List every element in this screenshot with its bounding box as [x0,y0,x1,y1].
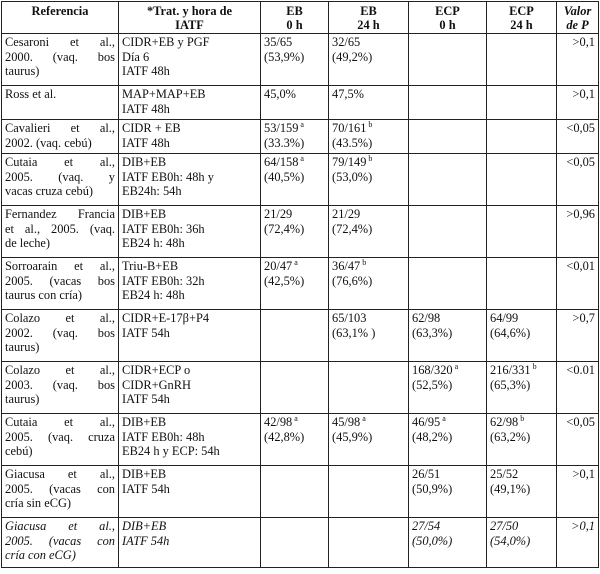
significance-superscript: b [360,258,367,267]
cell-ecp-0h [409,518,487,568]
cell-valor-p [557,34,599,86]
cell-eb-24h [329,466,409,518]
cell-valor-p [557,518,599,568]
cell-ecp-24h [487,362,557,414]
table-body [2,34,599,568]
significance-superscript: a [360,414,366,423]
cell-eb-0h-line: 45,0% [264,87,297,101]
cell-referencia-line: taurus) [5,64,40,79]
cell-referencia-line: Colazo et al., [5,363,115,377]
cell-referencia-line: 2005. (vacas con [5,533,115,548]
cell-referencia-line: 2005. (vacas con [5,481,115,496]
cell-ecp-24h [487,258,557,310]
cell-referencia-line: Cavalieri et al., [5,121,115,135]
cell-ecp-0h-line: 27/54 [412,519,441,533]
cell-referencia-line: et al., 2005. (vaq. [5,221,115,236]
cell-tratamiento-line: IATF EB0h: 48h y [122,169,214,184]
cell-referencia [2,518,119,568]
cell-eb-24h-line: 36/47 $^b$ [332,258,367,273]
table-row [2,34,599,86]
table-row [2,86,599,120]
cell-referencia-line: Cutaia et al., [5,415,115,429]
table-row [2,258,599,310]
cell-eb-24h-line: (76,6%) [332,273,373,288]
cell-referencia-line: Fernandez Francia [5,207,115,221]
table-row [2,362,599,414]
cell-tratamiento-line: IATF EB0h: 32h [122,273,205,288]
cell-referencia-line: Colazo et al., [5,311,115,325]
header-row [2,2,599,34]
cell-eb-0h [261,34,329,86]
cell-ecp-0h [409,362,487,414]
cell-tratamiento-line: DIB+EB [122,467,167,481]
cell-tratamiento-line: DIB+EB [122,519,167,533]
cell-tratamiento [119,86,261,120]
cell-ecp-24h-line: 64/99 [490,311,519,325]
cell-tratamiento-line: IATF 54h [122,481,170,496]
cell-referencia-line: Sorroarain et al., [5,259,115,273]
cell-valor-p-value: >0,1 [572,467,595,481]
cell-tratamiento [119,518,261,568]
cell-eb-0h [261,206,329,258]
header-eb-0h-line: 0 h [286,18,303,32]
significance-superscript: a [298,154,304,163]
cell-eb-0h-line: 20/47 $^a$ [264,258,298,273]
cell-eb-24h-line: (53,0%) [332,169,373,184]
cell-ecp-24h-line: 27/50 [490,519,519,533]
cell-tratamiento-line: CIDR+E-17β+P4 [122,311,210,325]
table-row [2,310,599,362]
header-eb-0h-line: EB [286,4,303,18]
significance-superscript: b [518,414,525,423]
cell-valor-p [557,86,599,120]
cell-referencia [2,362,119,414]
significance-superscript: b [366,120,373,129]
cell-referencia [2,466,119,518]
cell-referencia-line: 2005. (vaq. y [5,169,115,184]
cell-valor-p-value: <0,05 [566,415,595,429]
cell-eb-24h [329,34,409,86]
cell-tratamiento-line: DIB+EB [122,415,167,429]
cell-referencia-line: taurus con cría) [5,288,83,303]
cell-eb-24h-line: 32/65 [332,35,361,49]
cell-ecp-0h [409,206,487,258]
header-ecp-24h-line: 24 h [510,18,533,32]
cell-eb-24h [329,518,409,568]
cell-tratamiento-line: CIDR+ECP o [122,363,191,377]
cell-ecp-24h [487,518,557,568]
cell-tratamiento-line: Triu-B+EB [122,259,179,273]
cell-tratamiento-line: IATF 54h [122,392,170,407]
cell-referencia-line: 2005. (vacas bos [5,273,115,288]
cell-ecp-0h [409,310,487,362]
cell-eb-24h-line: 79/149 $^b$ [332,154,373,169]
cell-eb-0h [261,258,329,310]
cell-valor-p-value: >0,1 [571,519,595,533]
cell-ecp-24h [487,466,557,518]
table-row [2,154,599,206]
cell-tratamiento-line: IATF 48h [122,135,170,150]
header-ecp-24h-line: ECP [509,4,534,18]
cell-tratamiento-line: DIB+EB [122,207,167,221]
significance-superscript: b [530,362,537,371]
cell-ecp-0h-line: 62/98 [412,311,441,325]
cell-ecp-24h [487,86,557,120]
cell-ecp-24h [487,120,557,154]
header-eb-24h [329,2,409,34]
cell-ecp-0h [409,258,487,310]
cell-eb-0h-line: 53/159 $^a$ [264,120,304,135]
cell-ecp-24h [487,414,557,466]
cell-ecp-24h [487,154,557,206]
cell-valor-p [557,362,599,414]
cell-eb-0h [261,154,329,206]
cell-referencia [2,414,119,466]
cell-referencia-line: Giacusa et al., [5,467,115,481]
cell-referencia-line: Cutaia et al., [5,155,115,169]
cell-eb-0h-line: 42/98 $^a$ [264,414,298,429]
cell-tratamiento-line: EB24 h y ECP: 54h [122,444,220,459]
cell-ecp-24h-line: (63,2%) [490,429,531,444]
results-table [1,1,599,568]
cell-tratamiento-line: MAP+MAP+EB [122,87,206,101]
header-ecp-24h [487,2,557,34]
cell-referencia-line: taurus) [5,340,40,355]
cell-tratamiento-line: EB24 h: 48h [122,236,185,251]
cell-referencia-line: cría sin eCG) [5,496,72,511]
header-valor-p [557,2,599,34]
cell-valor-p-value: <0.01 [566,363,595,377]
cell-eb-24h [329,414,409,466]
cell-eb-24h [329,362,409,414]
cell-valor-p-value: >0,7 [572,311,595,325]
header-tratamiento-line: *Trat. y hora de [146,4,233,18]
cell-eb-24h-line: 47,5% [332,87,365,101]
cell-eb-0h [261,310,329,362]
cell-tratamiento [119,310,261,362]
cell-ecp-0h-line: (50,0%) [412,533,453,548]
cell-ecp-0h [409,86,487,120]
cell-eb-0h-line: 21/29 [264,207,293,221]
cell-eb-24h [329,86,409,120]
cell-eb-0h-line: (33.3%) [264,135,305,150]
cell-eb-24h [329,258,409,310]
cell-tratamiento [119,362,261,414]
header-ecp-0h-line: 0 h [439,18,456,32]
cell-ecp-24h [487,34,557,86]
cell-referencia [2,86,119,120]
cell-referencia-line: 2002. (vaq. cebú) [5,135,92,150]
cell-tratamiento [119,206,261,258]
cell-valor-p [557,206,599,258]
cell-valor-p-value: >0,1 [572,35,595,49]
table-row [2,206,599,258]
cell-ecp-24h [487,206,557,258]
cell-referencia-line: Cesaroni et al., [5,35,115,49]
cell-valor-p [557,120,599,154]
cell-ecp-0h-line: 46/95 $^a$ [412,414,446,429]
cell-tratamiento-line: CIDR+EB y PGF [122,35,210,49]
cell-eb-24h [329,310,409,362]
cell-valor-p [557,414,599,466]
cell-eb-0h [261,466,329,518]
cell-referencia-line: 2002. (vaq. bos [5,325,115,340]
header-tratamiento-line: IATF [175,18,204,32]
cell-referencia-line: 2000. (vaq. bos [5,49,115,64]
cell-tratamiento-line: EB24 h: 48h [122,288,185,303]
cell-ecp-24h-line: (54,0%) [490,533,531,548]
cell-ecp-0h-line: (63,3%) [412,325,453,340]
cell-tratamiento [119,154,261,206]
cell-eb-24h-line: (49,2%) [332,49,373,64]
cell-valor-p-value: <0,05 [566,155,595,169]
cell-ecp-24h-line: 216/331 $^b$ [490,362,537,377]
cell-eb-24h-line: (72,4%) [332,221,373,236]
cell-ecp-0h [409,414,487,466]
cell-eb-0h-line: (42,5%) [264,273,305,288]
cell-ecp-24h-line: (65,3%) [490,377,531,392]
significance-superscript: a [440,414,446,423]
cell-tratamiento [119,120,261,154]
cell-ecp-24h-line: (49,1%) [490,481,531,496]
cell-eb-24h-line: (63,1% ) [332,325,376,340]
cell-eb-24h [329,120,409,154]
cell-tratamiento-line: EB24h: 54h [122,184,182,199]
cell-referencia [2,34,119,86]
header-valor-p-line: de P [566,18,589,32]
cell-valor-p-value: <0,05 [566,121,595,135]
cell-ecp-24h [487,310,557,362]
table-row [2,414,599,466]
cell-tratamiento [119,34,261,86]
header-tratamiento [119,2,261,34]
significance-superscript: a [292,414,298,423]
cell-referencia-line: 2003. (vaq. bos [5,377,115,392]
cell-referencia-line: vacas cruza cebú) [5,184,94,199]
cell-valor-p [557,154,599,206]
cell-referencia [2,120,119,154]
cell-referencia [2,206,119,258]
cell-eb-0h-line: (72,4%) [264,221,305,236]
cell-ecp-0h-line: (52,5%) [412,377,453,392]
cell-ecp-0h-line: (50,9%) [412,481,453,496]
significance-superscript: a [298,120,304,129]
cell-ecp-24h-line: 62/98 $^b$ [490,414,525,429]
cell-eb-24h [329,206,409,258]
cell-eb-24h-line: 21/29 [332,207,361,221]
header-referencia: Referencia [2,2,119,34]
cell-ecp-0h [409,466,487,518]
cell-ecp-24h-line: (64,6%) [490,325,531,340]
cell-tratamiento-line: IATF EB0h: 36h [122,221,205,236]
cell-eb-24h-line: (45,9%) [332,429,373,444]
header-eb-24h-line: EB [360,4,377,18]
cell-valor-p-value: >0,96 [566,207,595,221]
cell-referencia-line: cebú) [5,444,33,459]
cell-valor-p-value: <0,01 [566,259,595,273]
cell-eb-0h [261,362,329,414]
cell-eb-0h [261,414,329,466]
header-eb-0h [261,2,329,34]
cell-eb-0h-line: 64/158 $^a$ [264,154,304,169]
table-row [2,518,599,568]
cell-referencia-line: Giacusa et al., [5,519,115,533]
cell-eb-0h [261,120,329,154]
cell-tratamiento-line: CIDR + EB [122,121,181,135]
cell-referencia-line: Ross et al. [5,87,57,101]
cell-ecp-0h-line: 168/320 $^a$ [412,362,459,377]
cell-tratamiento-line: IATF 48h [122,64,170,79]
cell-eb-0h-line: 35/65 [264,35,293,49]
cell-eb-0h [261,518,329,568]
cell-eb-24h [329,154,409,206]
cell-eb-0h-line: (42,8%) [264,429,305,444]
cell-ecp-24h-line: 25/52 [490,467,519,481]
cell-tratamiento-line: IATF EB0h: 48h [122,429,205,444]
cell-eb-0h-line: (40,5%) [264,169,305,184]
cell-valor-p [557,466,599,518]
cell-eb-24h-line: 65/103 [332,311,367,325]
cell-referencia-line: de leche) [5,236,51,251]
cell-ecp-0h-line: 26/51 [412,467,441,481]
cell-ecp-0h [409,120,487,154]
header-ecp-0h-line: ECP [435,4,460,18]
cell-tratamiento [119,414,261,466]
cell-tratamiento-line: IATF 48h [122,101,170,116]
significance-superscript: a [452,362,459,371]
cell-valor-p-value: >0,1 [572,87,595,101]
cell-eb-24h-line: 45/98 $^a$ [332,414,366,429]
cell-tratamiento-line: CIDR+GnRH [122,377,191,392]
cell-valor-p [557,310,599,362]
header-eb-24h-line: 24 h [357,18,380,32]
cell-tratamiento [119,258,261,310]
cell-referencia [2,154,119,206]
table-row [2,466,599,518]
cell-ecp-0h-line: (48,2%) [412,429,453,444]
cell-eb-24h-line: 70/161 $^b$ [332,120,373,135]
cell-eb-24h-line: (43.5%) [332,135,373,150]
cell-eb-0h [261,86,329,120]
header-valor-p-line: Valor [563,4,592,18]
cell-referencia [2,310,119,362]
cell-referencia-line: 2005. (vaq. cruza [5,429,115,444]
cell-ecp-0h [409,154,487,206]
header-ecp-0h [409,2,487,34]
cell-referencia-line: cría con eCG) [5,548,76,563]
cell-tratamiento-line: IATF 54h [122,533,170,548]
cell-referencia-line: taurus) [5,392,40,407]
cell-tratamiento-line: IATF 54h [122,325,170,340]
cell-tratamiento [119,466,261,518]
cell-ecp-0h [409,34,487,86]
cell-valor-p [557,258,599,310]
cell-eb-0h-line: (53,9%) [264,49,305,64]
significance-superscript: b [366,154,373,163]
significance-superscript: a [292,258,298,267]
cell-tratamiento-line: DIB+EB [122,155,167,169]
cell-tratamiento-line: Día 6 [122,49,150,64]
table-row [2,120,599,154]
cell-referencia [2,258,119,310]
